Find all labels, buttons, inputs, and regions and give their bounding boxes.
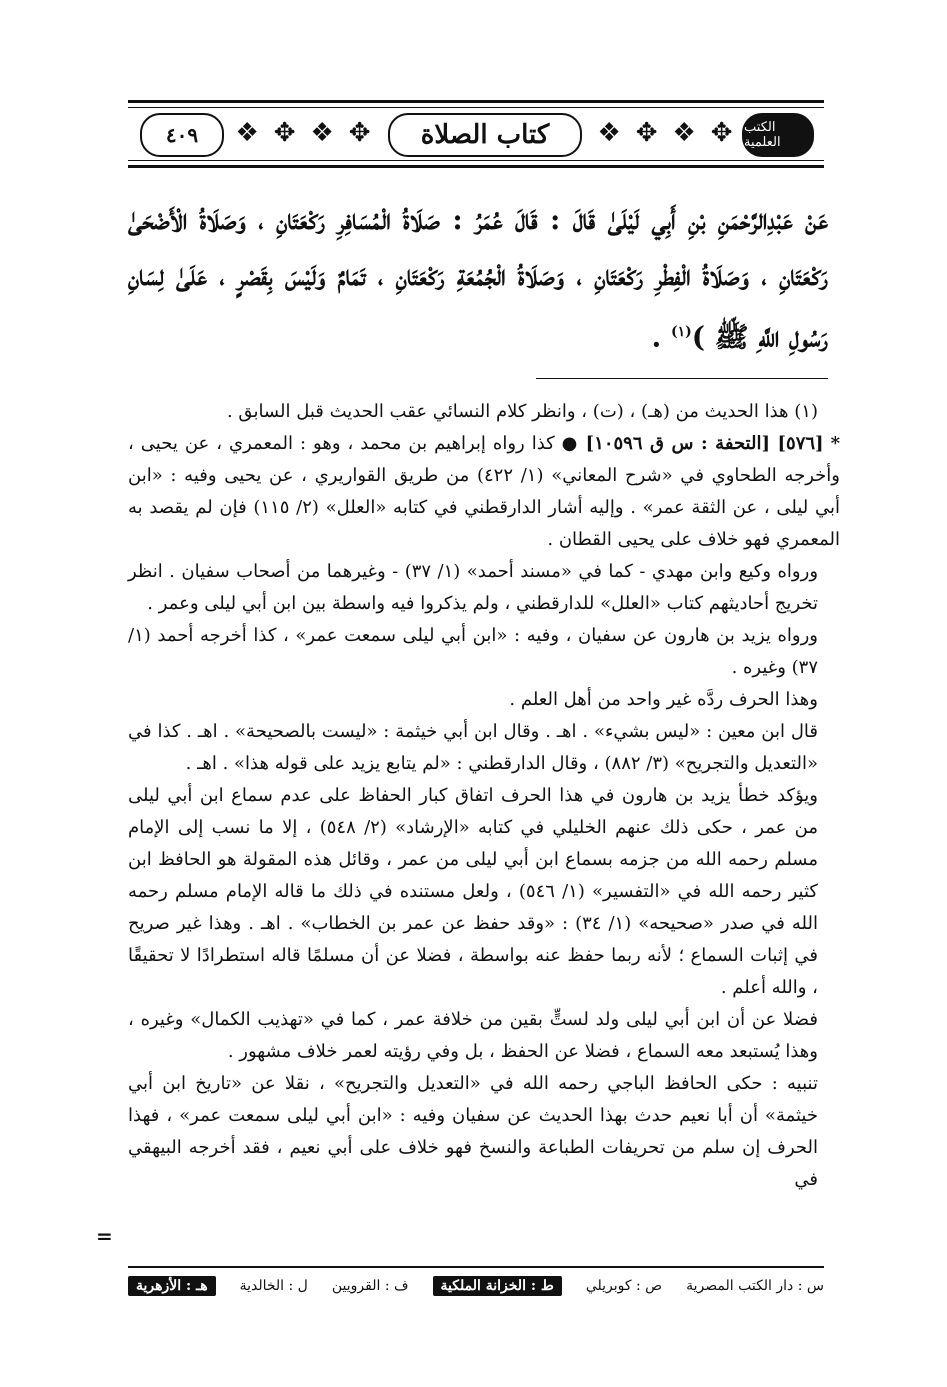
ornament-icon: ❖ [310,118,334,148]
footnote-separator [536,378,828,379]
manuscript-key [128,1272,824,1300]
ornament-band [590,113,740,153]
page-header [128,100,824,168]
key-ha: هـ : الأزهرية [128,1276,216,1296]
key-s: س : دار الكتب المصرية [686,1278,824,1294]
takhrij-head: [٥٧٦] [التحفة : س ق ١٠٥٩٦] [585,433,824,454]
star-marker: * [830,433,840,454]
paragraph: ويؤكد خطأ يزيد بن هارون في هذا الحرف اتفاق كبار الحفاظ على عدم سماع ابن أبي ليلى من عمر ، حكى ذلك عنهم الخليلي في كتابه «الإرشاد» (٢/ ٥٤٨) ، إلا ما نسب إلى الإمام مسلم رحمه الله من جزمه بسماع ابن أبي ليلى من عمر ، وقائل هذه المقولة هو الحافظ ابن كثير رحمه الله في «التفسير» (١/ ٥٤٦) ، ولعل مستنده في ذلك ما قاله الإمام مسلم رحمه الله في صدر «صحيحه» (١/ ٣٤) : «وقد حفظ عن عمر بن الخطاب» . اهـ . وهذا غير صريح في إثبات السماع ؛ لأنه ربما حفظ عنه بواسطة ، فضلا عن أن مسلمًا قاله استطرادًا لا تحقيقًا ، والله أعلم . [128,785,818,998]
publisher-logo: الكتب العلمية [742,113,814,157]
ornament-icon: ❖ [672,118,696,148]
ornament-icon: ❖ [235,118,259,148]
ornament-icon: ✥ [635,118,658,148]
paragraph: وهذا الحرف ردَّه غير واحد من أهل العلم . [509,689,818,710]
chapter-title: كتاب الصلاة [388,113,582,157]
key-ta: ط : الخزانة الملكية [433,1276,562,1296]
ornament-icon: ❖ [597,118,621,148]
header-rule [128,160,824,161]
footnote-ref: (١) [671,324,692,340]
footer-rule [128,1266,824,1268]
hadith-line: عَنْ عَبْدِالرَّحْمَنِ بْنِ أَبِي لَيْلَىٰ قَالَ : قَالَ عُمَرُ : صَلَاةُ الْمُسَافِرِ رَكْعَتَانِ ، وَصَلَاةُ [199,203,829,236]
ornament-icon: ✥ [273,118,296,148]
hadith-line: الْأَضْحَىٰ رَكْعَتَانِ ، وَصَلَاةُ الْفِطْرِ رَكْعَتَانِ ، وَصَلَاةُ الْجُمُعَةِ رَكْعَتَانِ ، تَمَامٌ [128,203,828,292]
ornament-icon: ✥ [348,118,371,148]
paragraph: تنبيه : حكى الحافظ الباجي رحمه الله في «التعديل والتجريح» ، نقلا عن «تاريخ ابن أبي خيثمة» أن أبا نعيم حدث بهذا الحديث عن سفيان وفيه : «ابن أبي ليلى سمعت عمر» ، فهذا الحرف إن سلم من تحريفات الطباعة والنسخ فهو خلاف على أبي نعيم ، فقد أخرجه البيهقي في [128,1073,818,1190]
hadith-line-end: . [651,320,671,354]
footnote-1: (١) هذا الحديث من (هـ) ، (ت) ، وانظر كلام النسائي عقب الحديث قبل السابق . [226,401,818,422]
takhrij-body: ● كذا رواه إبراهيم بن محمد ، وهو : المعمري ، عن يحيى ، وأخرجه الطحاوي في «شرح المعاني» (١/ ٤٢٢) من طريق القواريري ، عن يحيى وفيه : «ابن أبي ليلى ، عن الثقة عمر» . وإليه أشار الدارقطني في كتابه «العلل» (٢/ ١١٥) فإن لم يقصد به المعمري فهو خلاف على يحيى القطان . [128,433,840,550]
ornament-icon: ✥ [710,118,733,148]
paragraph: قال ابن معين : «ليس بشيء» . اهـ . وقال ابن أبي خيثمة : «ليست بالصحيحة» . اهـ . كذا في «التعديل والتجريح» (٣/ ٨٨٢) ، وقال الدارقطني : «لم يتابع يزيد على قوله هذا» . اهـ . [128,721,818,774]
takhrij-entry [128,428,840,556]
hadith-text [128,192,828,365]
header-rule [128,107,824,108]
key-sad: ص : كوبريلي [585,1278,663,1294]
key-fa: ف : القرويين [331,1278,409,1294]
hadith-line: وَلَيْسَ بِقَصْرٍ ، عَلَىٰ لِسَانِ رَسُولِ اللَّهِ ﷺ ) [128,259,828,354]
key-lam: ل : الخالدية [239,1278,308,1294]
commentary [128,396,840,1196]
continuation-mark: = [96,1224,113,1248]
paragraph: فضلا عن أن ابن أبي ليلى ولد لستٍّ بقين من خلافة عمر ، كما في «تهذيب الكمال» وغيره ، وهذا يُستبعد معه السماع ، فضلا عن الحفظ ، بل وفي رؤيته لعمر خلاف مشهور . [128,1009,818,1062]
page-number: ٤٠٩ [140,113,224,157]
ornament-band [228,113,378,153]
paragraph: ورواه وكيع وابن مهدي - كما في «مسند أحمد» (١/ ٣٧) - وغيرهما من أصحاب سفيان . انظر تخريج أحاديثهم كتاب «العلل» للدارقطني ، ولم يذكروا فيه واسطة بين ابن أبي ليلى وعمر . [128,561,819,614]
paragraph: ورواه يزيد بن هارون عن سفيان ، وفيه : «ابن أبي ليلى سمعت عمر» ، كذا أخرجه أحمد (١/ ٣٧) وغيره . [128,625,818,678]
